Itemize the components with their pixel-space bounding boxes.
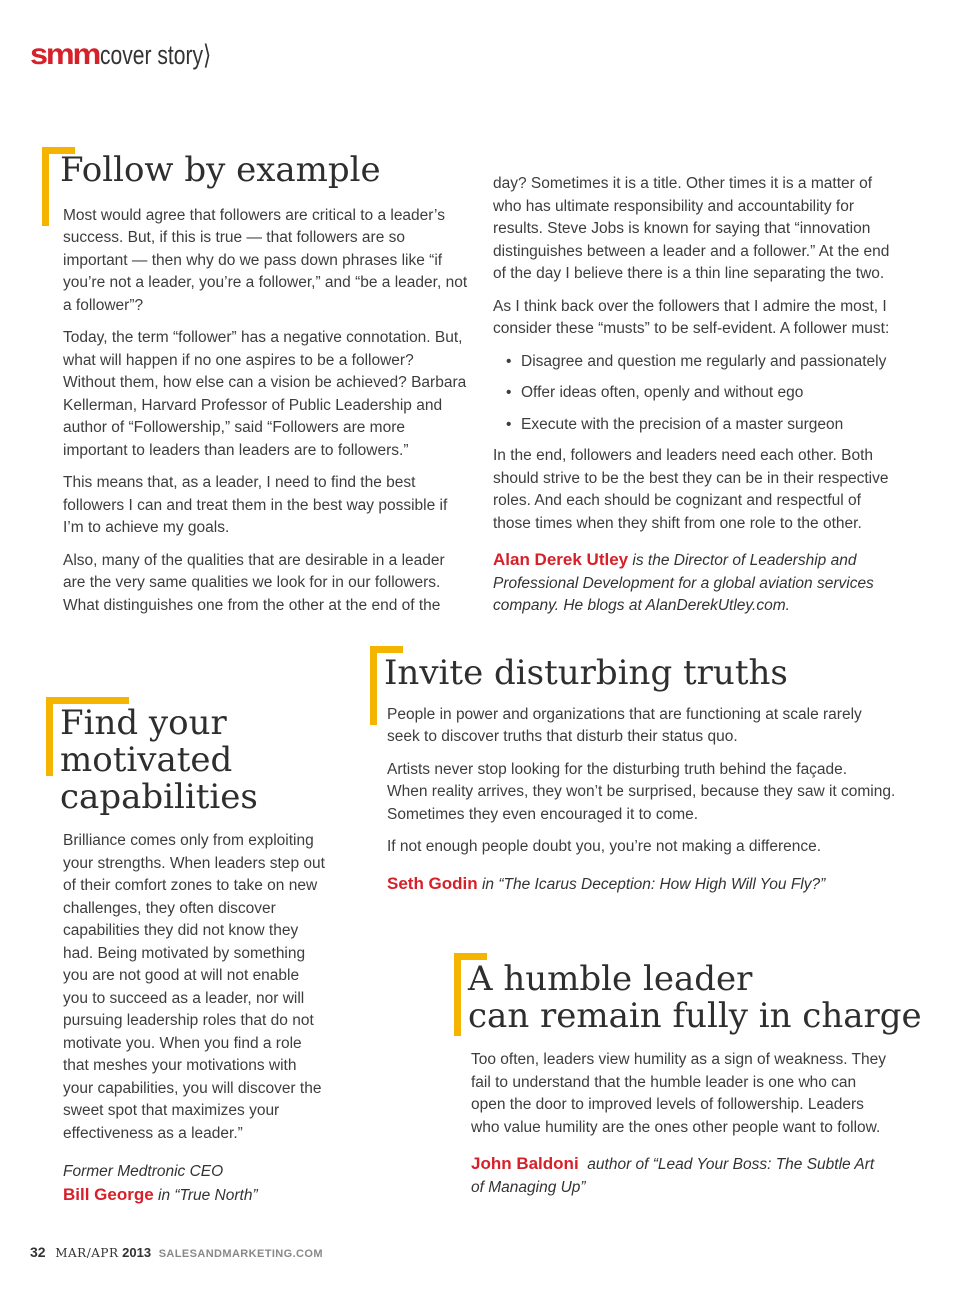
page-number: 32: [30, 1244, 46, 1260]
paragraph: Brilliance comes only from exploiting your strengths. When leaders step out of their comfort zones to take on new challenges, they often discover capabilities they did not know they had. Being motivated by something you are not good at will not enable you to succeed as a leader, nor will pursuing leadership roles that do not motivate you. When you find a role that meshes your motivations with your capabilities, you will discover the sweet spot that maximizes your effectiveness as a leader.”: [63, 832, 325, 1142]
paragraph: Also, many of the qualities that are desirable in a leader are the very same qualities we look for in our followers. What distinguishes one from the other at the end of the: [63, 551, 445, 614]
section-bracket: [370, 646, 403, 725]
article-body: [370, 692, 930, 897]
article-body: [46, 816, 346, 1207]
article-body-col1: [42, 189, 472, 618]
magazine-logo: smm: [30, 38, 100, 71]
list-item: • Execute with the precision of a master surgeon: [493, 414, 913, 437]
section-title: Find your motivated capabilities: [60, 703, 258, 817]
author-credit: Seth Godin in “The Icarus Deception: How High Will You Fly?”: [387, 873, 826, 893]
paragraph: If not enough people doubt you, you’re not making a difference.: [387, 838, 822, 856]
section-header: [30, 30, 243, 70]
author-credit: Alan Derek Utley is the Director of Leadership and Professional Development for a global aviation services company. He blogs at AlanDerekUtley.com.: [493, 550, 874, 614]
author-credit: John Baldoni author of “Lead Your Boss: The Subtle Art of Managing Up”: [471, 1154, 875, 1196]
list-item: • Offer ideas often, openly and without ego: [493, 382, 913, 405]
bullet-list: [493, 351, 913, 437]
list-item: • Disagree and question me regularly and passionately: [493, 351, 913, 374]
paragraph: day? Sometimes it is a title. Other times it is a matter of who has ultimate responsibility and accountability for results. Steve Jobs is known for saying that “innovation distinguishes between a leader and a follower.” At the end of the day I believe there is a thin line separating the two.: [493, 175, 890, 282]
issue-year: 2013: [122, 1245, 152, 1260]
section-bracket: [46, 697, 129, 776]
paragraph: People in power and organizations that are functioning at scale rarely seek to discover truths that disturb their status quo.: [387, 705, 862, 746]
issue-label: MAR/APR: [55, 1246, 119, 1260]
paragraph: Too often, leaders view humility as a sign of weakness. They fail to understand that the humble leader is one who can open the door to improved levels of followership. Leaders who value humility are the ones other people want to follow.: [471, 1051, 886, 1136]
magazine-url: SALESANDMARKETING.COM: [158, 1248, 323, 1260]
section-bracket: [454, 953, 487, 1036]
paragraph: Most would agree that followers are critical to a leader’s success. But, if this is true — that followers are so important — then why do we pass down phrases like “if you’re not a leader, you’re a follower,” and “be a leader, not a follower”?: [63, 206, 468, 314]
article-find-capabilities: [46, 697, 346, 1207]
section-label: cover story⟩: [100, 40, 212, 70]
author-credit: Former Medtronic CEO Bill George in “True North”: [63, 1163, 258, 1204]
author-name: Bill George: [63, 1184, 154, 1204]
paragraph: This means that, as a leader, I need to find the best followers I can and treat them in the best way possible if I’m to achieve my goals.: [63, 474, 448, 537]
author-name: Alan Derek Utley: [493, 550, 629, 569]
article-invite-disturbing-truths: [370, 646, 930, 896]
article-follow-by-example: [42, 147, 472, 627]
article-body: [454, 1035, 924, 1199]
author-name: Seth Godin: [387, 873, 478, 893]
article-body-col2: [493, 173, 913, 618]
author-name: John Baldoni: [471, 1154, 579, 1173]
paragraph: In the end, followers and leaders need each other. Both should strive to be the best they can be in their respective roles. And each should be cognizant and respectful of those times when they shift from one role to the other.: [493, 447, 889, 532]
paragraph: Today, the term “follower” has a negative connotation. But, what will happen if no one aspires to be a follower? Without them, how else can a vision be achieved? Barbara Kellerman, Harvard Professor of Public Leadership and author of “Followership,” said “Followers are more important to leaders than leaders are to followers.”: [63, 329, 467, 459]
section-title: Follow by example: [60, 150, 381, 190]
paragraph: As I think back over the followers that I admire the most, I consider these “musts” to be self-evident. A follower must:: [493, 297, 890, 337]
paragraph: Artists never stop looking for the disturbing truth behind the façade. When reality arrives, they won’t be surprised, because they saw it coming. Sometimes they even encouraged it to come.: [387, 760, 896, 823]
page-footer: [30, 1244, 323, 1260]
section-title: Invite disturbing truths: [384, 653, 788, 693]
section-title: A humble leader can remain fully in charge: [468, 959, 922, 1036]
chevron-right-icon: ⟩: [203, 40, 212, 70]
section-bracket: [42, 147, 75, 226]
article-humble-leader: [454, 953, 924, 1199]
